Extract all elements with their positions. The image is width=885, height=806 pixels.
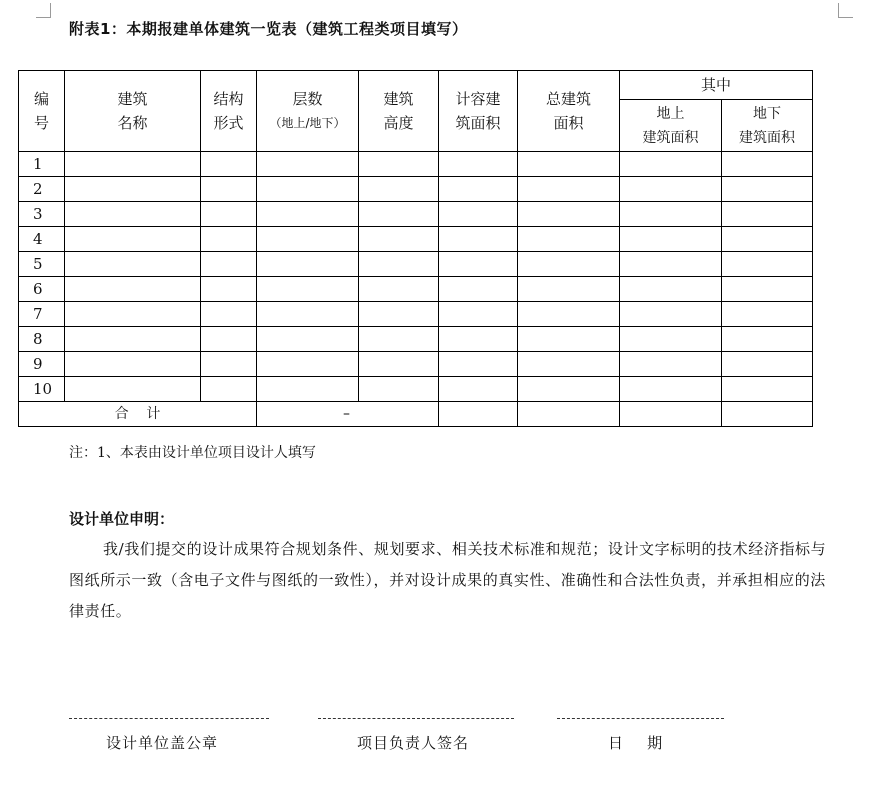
cell-structure[interactable] <box>201 277 257 302</box>
row-number: 1 <box>19 152 65 177</box>
cell-total-area[interactable] <box>518 302 620 327</box>
cell-below-ground[interactable] <box>722 327 813 352</box>
table-row <box>19 327 813 352</box>
row-number: 7 <box>19 302 65 327</box>
cell-floors[interactable] <box>257 302 359 327</box>
cell-floors[interactable] <box>257 277 359 302</box>
header-floors: 层数 （地上/地下） <box>257 71 359 152</box>
cell-far-area[interactable] <box>439 277 518 302</box>
seal-label: 设计单位盖公章 <box>106 734 219 752</box>
cell-total-area[interactable] <box>518 227 620 252</box>
cell-above-ground[interactable] <box>620 302 722 327</box>
cell-below-ground[interactable] <box>722 252 813 277</box>
row-number: 9 <box>19 352 65 377</box>
cell-above-ground[interactable] <box>620 252 722 277</box>
cell-structure[interactable] <box>201 202 257 227</box>
table-row <box>19 277 813 302</box>
cell-total-area[interactable] <box>518 252 620 277</box>
cell-far-area[interactable] <box>439 352 518 377</box>
cell-floors[interactable] <box>257 377 359 402</box>
cell-above-ground[interactable] <box>620 277 722 302</box>
cell-floors[interactable] <box>257 227 359 252</box>
cell-structure[interactable] <box>201 152 257 177</box>
total-floors: – <box>257 402 439 427</box>
cell-total-area[interactable] <box>518 202 620 227</box>
cell-far-area[interactable] <box>439 202 518 227</box>
cell-floors[interactable] <box>257 152 359 177</box>
cell-floors[interactable] <box>257 202 359 227</box>
cell-far-area[interactable] <box>439 302 518 327</box>
cell-below-ground[interactable] <box>722 152 813 177</box>
cell-height[interactable] <box>359 177 439 202</box>
declaration-title: 设计单位申明： <box>69 510 175 528</box>
cell-height[interactable] <box>359 252 439 277</box>
date-label: 日 期 <box>608 734 664 752</box>
cell-total-area[interactable] <box>518 377 620 402</box>
cell-below-ground[interactable] <box>722 202 813 227</box>
total-row <box>19 402 813 427</box>
cell-floors[interactable] <box>257 252 359 277</box>
cell-structure[interactable] <box>201 177 257 202</box>
total-label: 合 计 <box>19 402 257 427</box>
total-total-area[interactable] <box>518 402 620 427</box>
cell-height[interactable] <box>359 277 439 302</box>
cell-total-area[interactable] <box>518 352 620 377</box>
cell-below-ground[interactable] <box>722 177 813 202</box>
row-number: 6 <box>19 277 65 302</box>
cell-far-area[interactable] <box>439 252 518 277</box>
header-above-ground-area: 地上 建筑面积 <box>620 100 722 152</box>
cell-total-area[interactable] <box>518 327 620 352</box>
header-structure: 结构 形式 <box>201 71 257 152</box>
table-row <box>19 202 813 227</box>
cell-above-ground[interactable] <box>620 177 722 202</box>
cell-below-ground[interactable] <box>722 227 813 252</box>
cell-above-ground[interactable] <box>620 152 722 177</box>
cell-height[interactable] <box>359 327 439 352</box>
cell-building-name[interactable] <box>65 227 201 252</box>
cell-below-ground[interactable] <box>722 277 813 302</box>
cell-floors[interactable] <box>257 327 359 352</box>
building-table <box>18 70 813 427</box>
cell-far-area[interactable] <box>439 327 518 352</box>
row-number: 2 <box>19 177 65 202</box>
table-row <box>19 252 813 277</box>
page-corner-mark-left <box>36 3 51 18</box>
cell-structure[interactable] <box>201 327 257 352</box>
cell-structure[interactable] <box>201 227 257 252</box>
manager-label: 项目负责人签名 <box>357 734 470 752</box>
table-row <box>19 352 813 377</box>
header-building-name: 建筑 名称 <box>65 71 201 152</box>
table-row <box>19 377 813 402</box>
cell-total-area[interactable] <box>518 177 620 202</box>
header-height: 建筑 高度 <box>359 71 439 152</box>
cell-total-area[interactable] <box>518 277 620 302</box>
cell-below-ground[interactable] <box>722 352 813 377</box>
cell-height[interactable] <box>359 302 439 327</box>
cell-building-name[interactable] <box>65 202 201 227</box>
cell-building-name[interactable] <box>65 377 201 402</box>
header-of-which: 其中 <box>620 71 813 100</box>
cell-floors[interactable] <box>257 352 359 377</box>
manager-signature-line[interactable] <box>318 718 514 719</box>
cell-above-ground[interactable] <box>620 352 722 377</box>
row-number: 10 <box>19 377 65 402</box>
cell-building-name[interactable] <box>65 302 201 327</box>
row-number: 4 <box>19 227 65 252</box>
cell-height[interactable] <box>359 202 439 227</box>
cell-building-name[interactable] <box>65 277 201 302</box>
cell-above-ground[interactable] <box>620 327 722 352</box>
cell-above-ground[interactable] <box>620 377 722 402</box>
table-note: 注：1、本表由设计单位项目设计人填写 <box>69 445 316 461</box>
cell-far-area[interactable] <box>439 377 518 402</box>
total-above-ground[interactable] <box>620 402 722 427</box>
cell-below-ground[interactable] <box>722 302 813 327</box>
cell-above-ground[interactable] <box>620 202 722 227</box>
cell-building-name[interactable] <box>65 252 201 277</box>
header-number: 编 号 <box>19 71 65 152</box>
cell-structure[interactable] <box>201 252 257 277</box>
cell-building-name[interactable] <box>65 352 201 377</box>
cell-structure[interactable] <box>201 352 257 377</box>
cell-far-area[interactable] <box>439 152 518 177</box>
total-far-area[interactable] <box>439 402 518 427</box>
table-row <box>19 227 813 252</box>
cell-far-area[interactable] <box>439 177 518 202</box>
cell-below-ground[interactable] <box>722 377 813 402</box>
cell-building-name[interactable] <box>65 327 201 352</box>
cell-structure[interactable] <box>201 377 257 402</box>
cell-height[interactable] <box>359 377 439 402</box>
cell-building-name[interactable] <box>65 152 201 177</box>
cell-building-name[interactable] <box>65 177 201 202</box>
document-title: 附表1：本期报建单体建筑一览表（建筑工程类项目填写） <box>69 20 468 38</box>
page-corner-mark-right <box>838 3 853 18</box>
total-below-ground[interactable] <box>722 402 813 427</box>
row-number: 5 <box>19 252 65 277</box>
row-number: 8 <box>19 327 65 352</box>
cell-above-ground[interactable] <box>620 227 722 252</box>
header-far-area: 计容建 筑面积 <box>439 71 518 152</box>
seal-signature-line[interactable] <box>69 718 269 719</box>
row-number: 3 <box>19 202 65 227</box>
cell-floors[interactable] <box>257 177 359 202</box>
cell-height[interactable] <box>359 152 439 177</box>
cell-far-area[interactable] <box>439 227 518 252</box>
cell-height[interactable] <box>359 227 439 252</box>
table-row <box>19 177 813 202</box>
declaration-body: 我/我们提交的设计成果符合规划条件、规划要求、相关技术标准和规范；设计文字标明的技术经济指标与图纸所示一致（含电子文件与图纸的一致性），并对设计成果的真实性、准确性和合法性负责，并承担相应的法律责任。 <box>69 540 827 620</box>
cell-height[interactable] <box>359 352 439 377</box>
date-signature-line[interactable] <box>557 718 724 719</box>
table-row <box>19 302 813 327</box>
cell-total-area[interactable] <box>518 152 620 177</box>
header-below-ground-area: 地下 建筑面积 <box>722 100 813 152</box>
header-total-area: 总建筑 面积 <box>518 71 620 152</box>
table-row <box>19 152 813 177</box>
cell-structure[interactable] <box>201 302 257 327</box>
